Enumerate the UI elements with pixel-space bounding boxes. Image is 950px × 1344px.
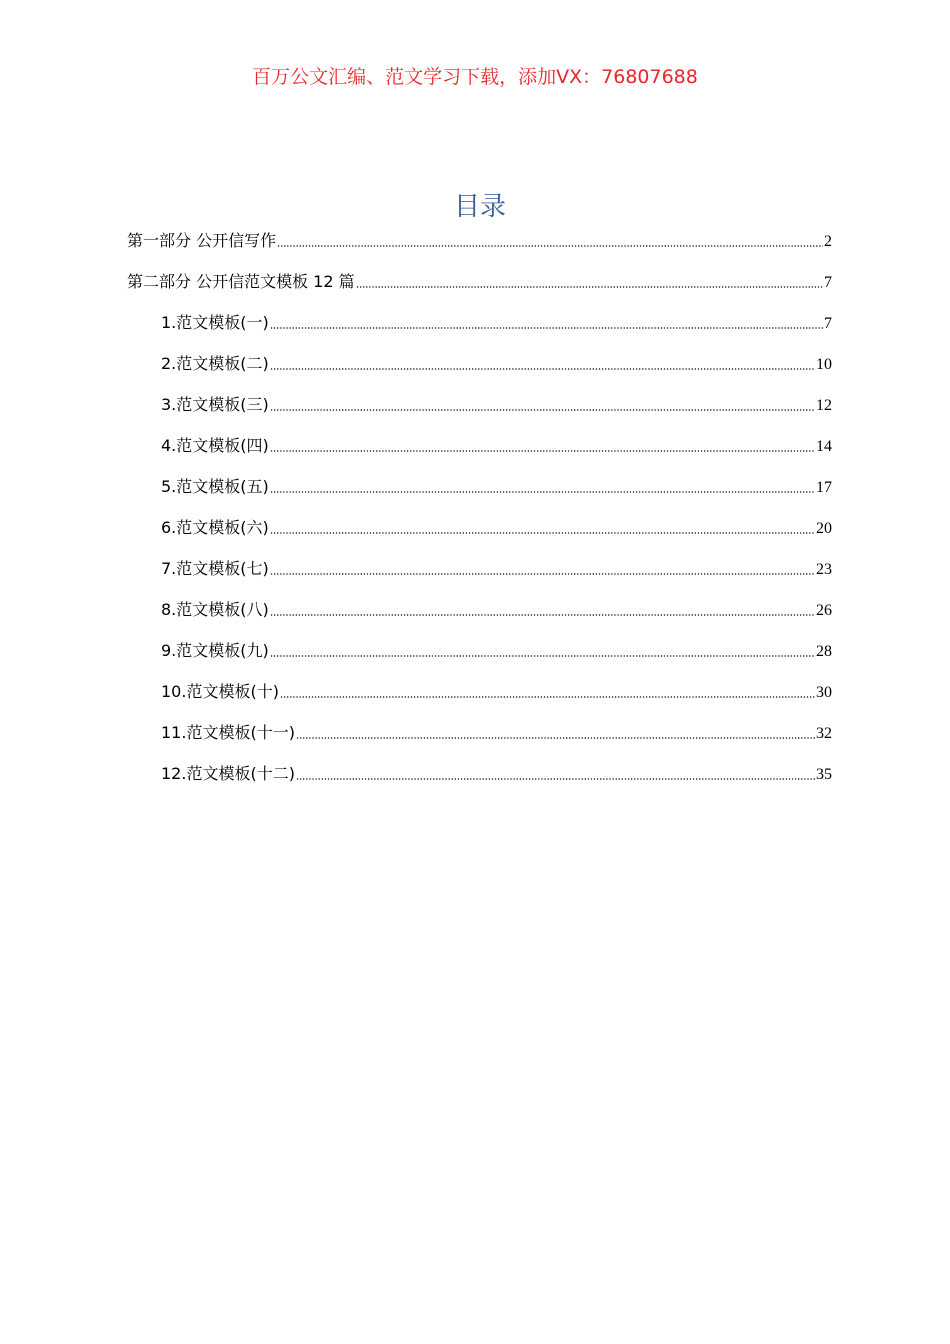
toc-entry-page: 23 [816,561,832,578]
toc-entry-label: 3.范文模板(三) [161,395,269,414]
toc-entry-page: 30 [816,684,832,701]
toc-entry[interactable] [127,474,832,515]
toc-entry[interactable] [127,515,832,556]
toc-dot-leader [277,245,823,247]
toc-entry[interactable] [127,679,832,720]
toc-entry[interactable] [127,310,832,351]
toc-entry[interactable] [127,761,832,802]
toc-entry-page: 32 [816,725,832,742]
toc-dot-leader [270,409,815,411]
toc-dot-leader [296,778,815,780]
toc-entry-label: 4.范文模板(四) [161,436,269,455]
watermark-banner: 百万公文汇编、范文学习下载，添加VX：76807688 [252,66,698,88]
toc-entry[interactable] [127,228,832,269]
toc-entry[interactable] [127,269,832,310]
toc-entry-label: 第一部分 公开信写作 [127,231,277,250]
toc-entry-page: 10 [816,356,832,373]
toc-dot-leader [280,696,815,698]
toc-entry[interactable] [127,351,832,392]
toc-dot-leader [296,737,815,739]
toc-entry-page: 28 [816,643,832,660]
toc-dot-leader [270,450,815,452]
toc-entry-page: 7 [824,315,832,332]
toc-dot-leader [270,491,815,493]
toc-entry-label: 8.范文模板(八) [161,600,269,619]
toc-entry-label: 12.范文模板(十二) [161,764,295,783]
toc-dot-leader [356,286,823,288]
toc-entry-label: 2.范文模板(二) [161,354,269,373]
toc-entry-page: 20 [816,520,832,537]
toc-entry-label: 7.范文模板(七) [161,559,269,578]
toc-entry-page: 17 [816,479,832,496]
toc-entry-label: 10.范文模板(十) [161,682,279,701]
toc-dot-leader [270,532,815,534]
toc-dot-leader [270,655,815,657]
toc-dot-leader [270,327,823,329]
toc-entry-page: 12 [816,397,832,414]
toc-dot-leader [270,368,815,370]
toc-entry-page: 7 [824,274,832,291]
page-title: 目录 [453,192,506,222]
toc-entry-page: 14 [816,438,832,455]
toc-entry-page: 26 [816,602,832,619]
toc-entry-label: 1.范文模板(一) [161,313,269,332]
toc-entry-label: 11.范文模板(十一) [161,723,295,742]
toc-entry-label: 9.范文模板(九) [161,641,269,660]
toc-entry[interactable] [127,433,832,474]
toc-dot-leader [270,614,815,616]
table-of-contents [127,228,832,802]
toc-entry-label: 5.范文模板(五) [161,477,269,496]
toc-entry-label: 6.范文模板(六) [161,518,269,537]
toc-entry-page: 35 [816,766,832,783]
toc-entry-label: 第二部分 公开信范文模板 12 篇 [127,272,355,291]
toc-entry[interactable] [127,638,832,679]
toc-entry[interactable] [127,392,832,433]
toc-dot-leader [270,573,815,575]
toc-entry[interactable] [127,597,832,638]
toc-entry-page: 2 [824,233,832,250]
toc-entry[interactable] [127,556,832,597]
toc-entry[interactable] [127,720,832,761]
